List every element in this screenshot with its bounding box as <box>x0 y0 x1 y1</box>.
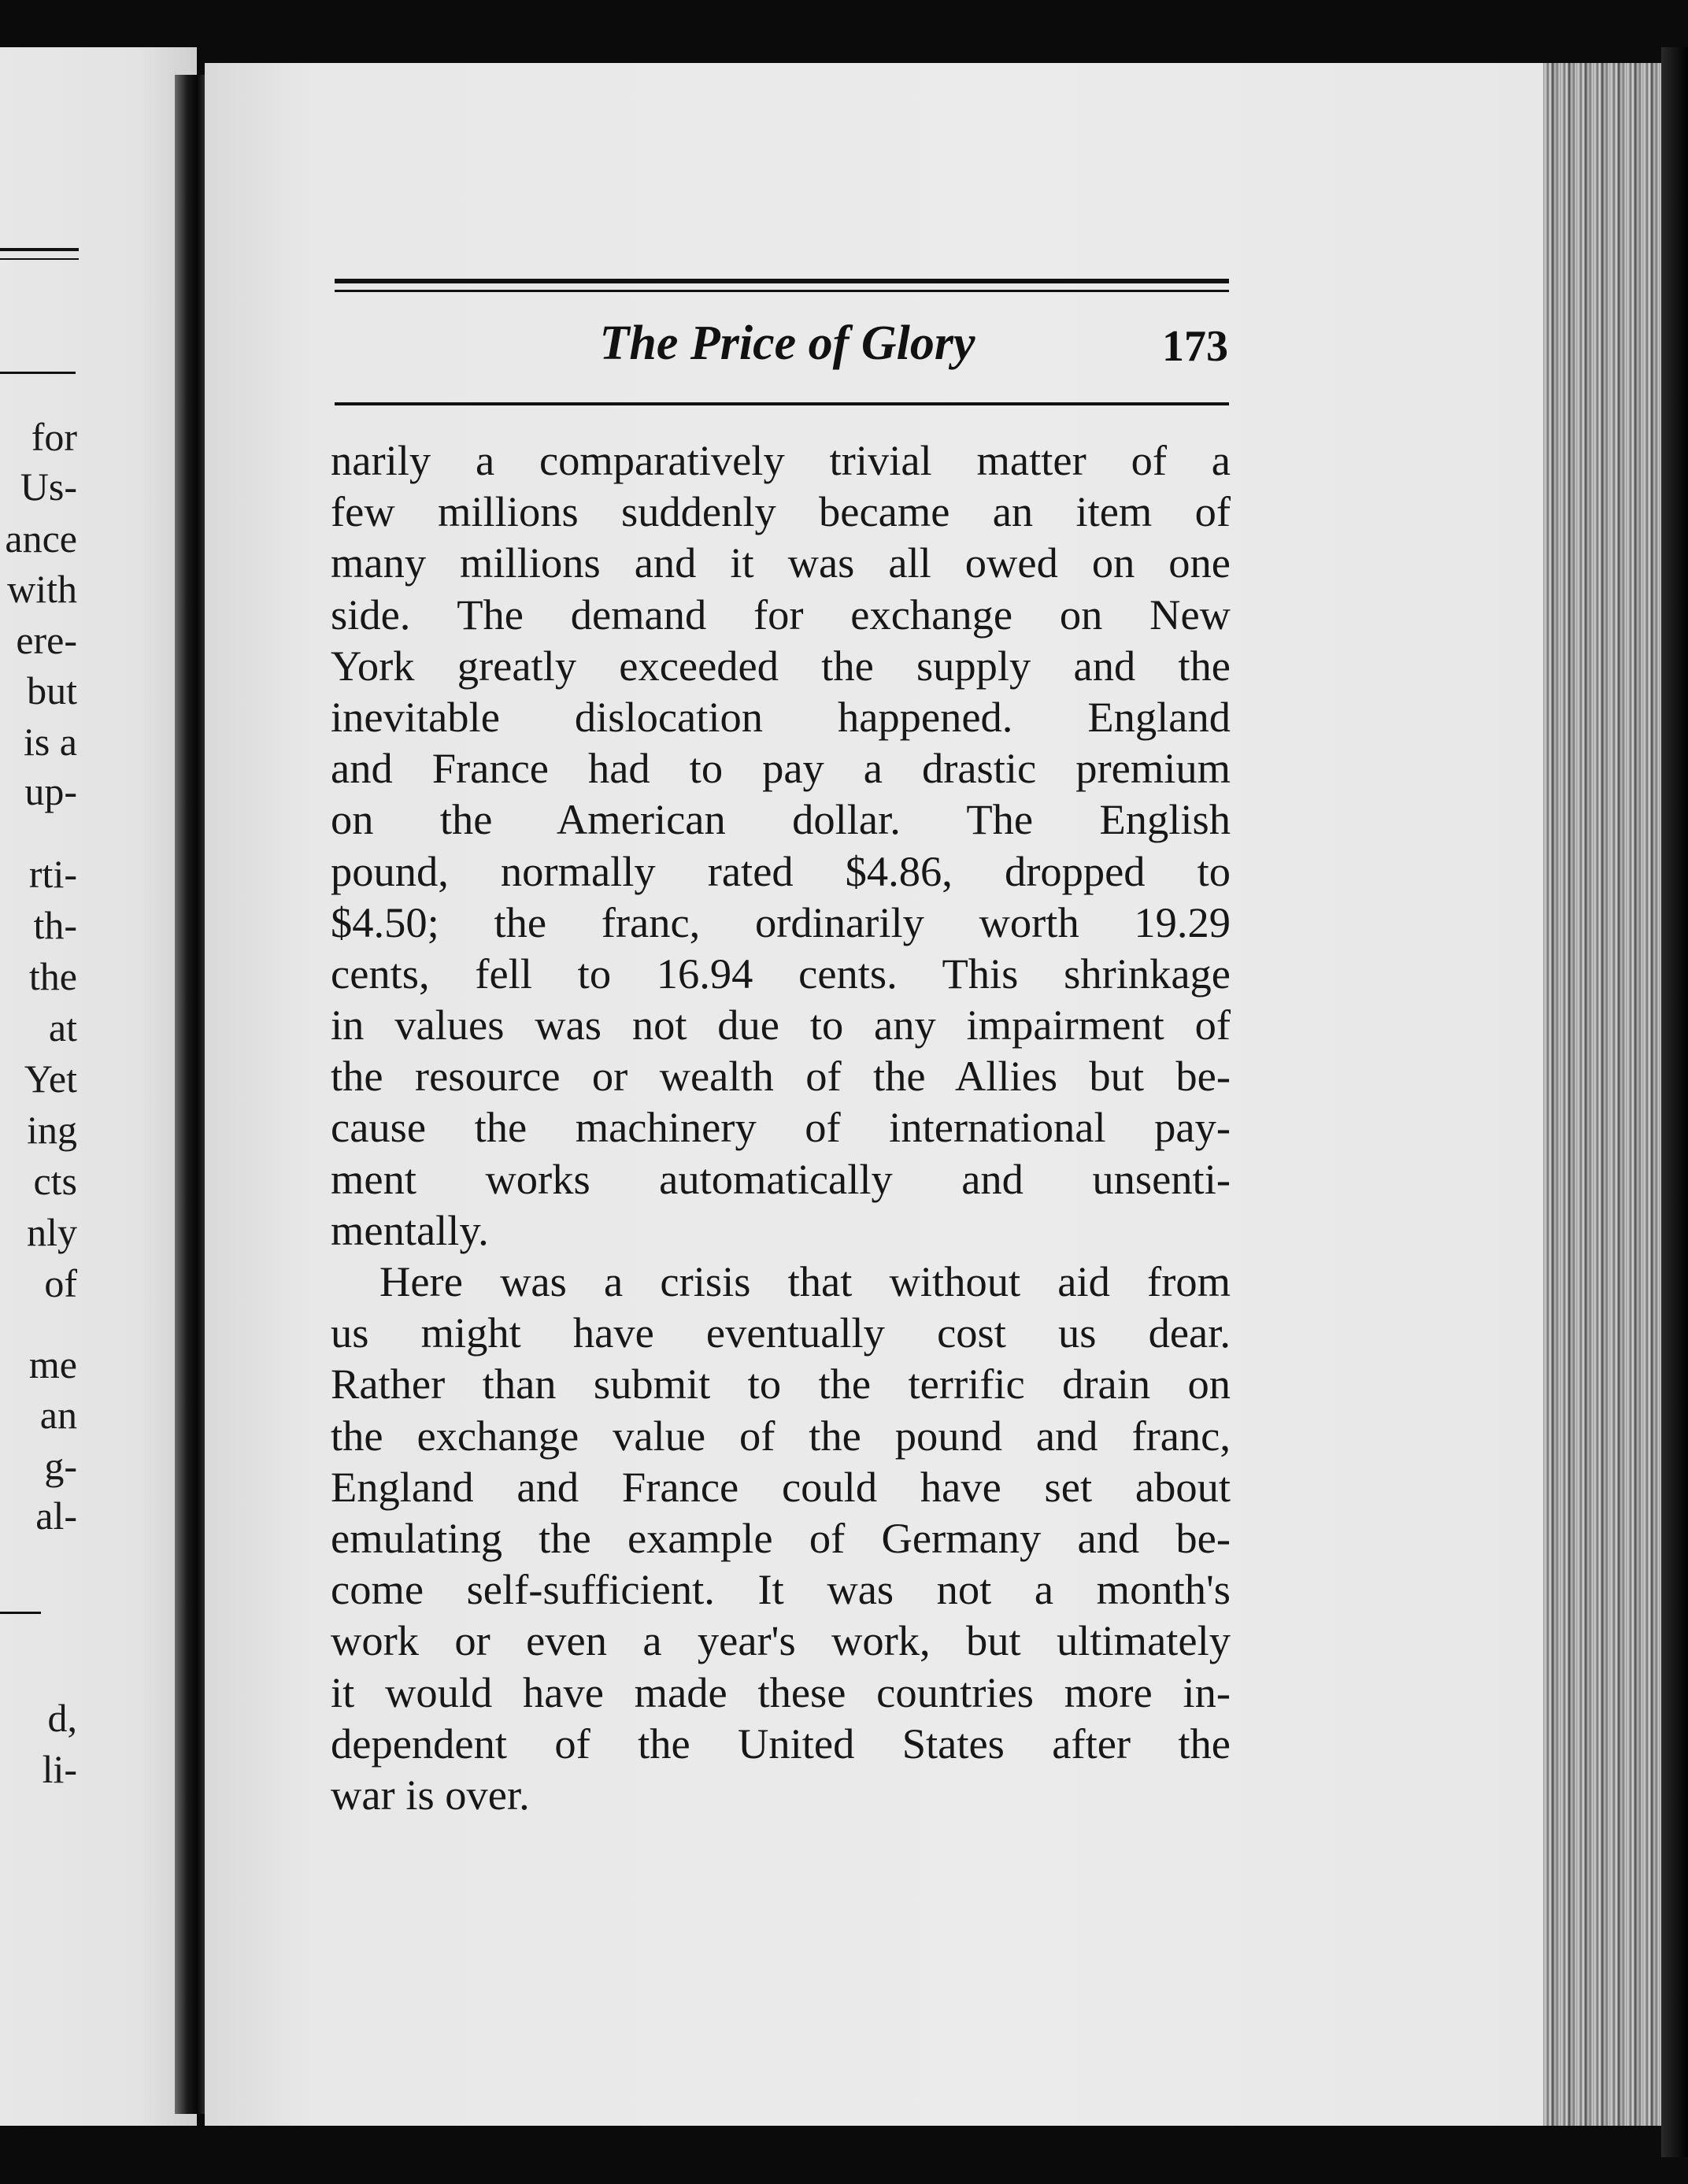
previous-page-fragment: Yet <box>24 1057 77 1101</box>
previous-page-fragment: of <box>44 1261 77 1305</box>
text-line: few millions suddenly became an item of <box>331 487 1231 536</box>
previous-page-fragment: li- <box>42 1747 77 1791</box>
previous-page-fragment: nly <box>27 1210 77 1254</box>
previous-page-footnote-rule <box>0 1612 41 1614</box>
text-line: England and France could have set about <box>331 1462 1231 1511</box>
text-line: York greatly exceeded the supply and the <box>331 641 1231 690</box>
text-line: work or even a year's work, but ultimately <box>331 1616 1231 1665</box>
previous-page-double-rule-thin <box>0 258 79 260</box>
previous-page-fragment: but <box>27 668 77 713</box>
text-line: dependent of the United States after the <box>331 1719 1231 1768</box>
text-line: Rather than submit to the terrific drain on <box>331 1360 1231 1408</box>
text-line: narily a comparatively trivial matter of a <box>331 436 1231 484</box>
text-line: it would have made these countries more in- <box>331 1668 1231 1716</box>
text-line: many millions and it was all owed on one <box>331 539 1231 587</box>
page-edges <box>1543 63 1669 2126</box>
running-title: The Price of Glory <box>599 316 975 370</box>
previous-page-fragment: Us- <box>20 465 77 509</box>
previous-page-fragment: rti- <box>28 852 77 896</box>
previous-page <box>0 47 197 2126</box>
text-line: and France had to pay a drastic premium <box>331 744 1231 793</box>
previous-page-fragment: at <box>48 1005 77 1049</box>
previous-page-fragment: ere- <box>16 618 77 662</box>
header-double-rule-thick <box>335 279 1229 283</box>
previous-page-fragment: is a <box>23 720 77 764</box>
previous-page-fragment: g- <box>44 1444 77 1488</box>
previous-page-fragment: ance <box>5 516 77 561</box>
previous-page-fragment: cts <box>33 1159 77 1203</box>
previous-page-fragment: me <box>28 1342 77 1386</box>
text-line: Here was a crisis that without aid from <box>379 1257 1231 1305</box>
text-line: $4.50; the franc, ordinarily worth 19.29 <box>331 898 1231 946</box>
previous-page-fragment: al- <box>35 1494 77 1538</box>
previous-page-header-rule <box>0 372 76 374</box>
text-line: come self-sufficient. It was not a month's <box>331 1565 1231 1614</box>
page-number: 173 <box>1162 322 1228 371</box>
text-line: pound, normally rated $4.86, dropped to <box>331 846 1231 895</box>
previous-page-fragment: d, <box>47 1696 77 1740</box>
body-text <box>331 435 1231 1820</box>
header-rule <box>335 402 1229 405</box>
previous-page-fragment: the <box>28 954 77 998</box>
previous-page-fragment: up- <box>24 769 77 813</box>
text-line: cause the machinery of international pay- <box>331 1103 1231 1152</box>
text-line: in values was not due to any impairment of <box>331 1001 1231 1049</box>
text-line: us might have eventually cost us dear. <box>331 1309 1231 1357</box>
text-line: inevitable dislocation happened. England <box>331 692 1231 741</box>
text-line: side. The demand for exchange on New <box>331 590 1231 639</box>
text-line: war is over. <box>331 1770 530 1819</box>
header-double-rule-thin <box>335 290 1229 292</box>
text-line: on the American dollar. The English <box>331 795 1231 844</box>
book-gutter <box>175 75 206 2114</box>
page-edges-shadow <box>1661 47 1688 2157</box>
previous-page-fragment: ing <box>27 1108 77 1152</box>
previous-page-fragment: an <box>39 1393 77 1437</box>
previous-page-double-rule <box>0 248 79 251</box>
text-line: emulating the example of Germany and be- <box>331 1513 1231 1562</box>
text-line: the resource or wealth of the Allies but be- <box>331 1052 1231 1101</box>
previous-page-fragment: with <box>7 567 77 611</box>
text-line: mentally. <box>331 1205 489 1254</box>
text-line: the exchange value of the pound and franc, <box>331 1411 1231 1460</box>
text-line: ment works automatically and unsenti- <box>331 1154 1231 1203</box>
previous-page-fragment: for <box>31 415 77 459</box>
previous-page-fragment: th- <box>33 903 77 947</box>
text-line: cents, fell to 16.94 cents. This shrinkage <box>331 949 1231 998</box>
